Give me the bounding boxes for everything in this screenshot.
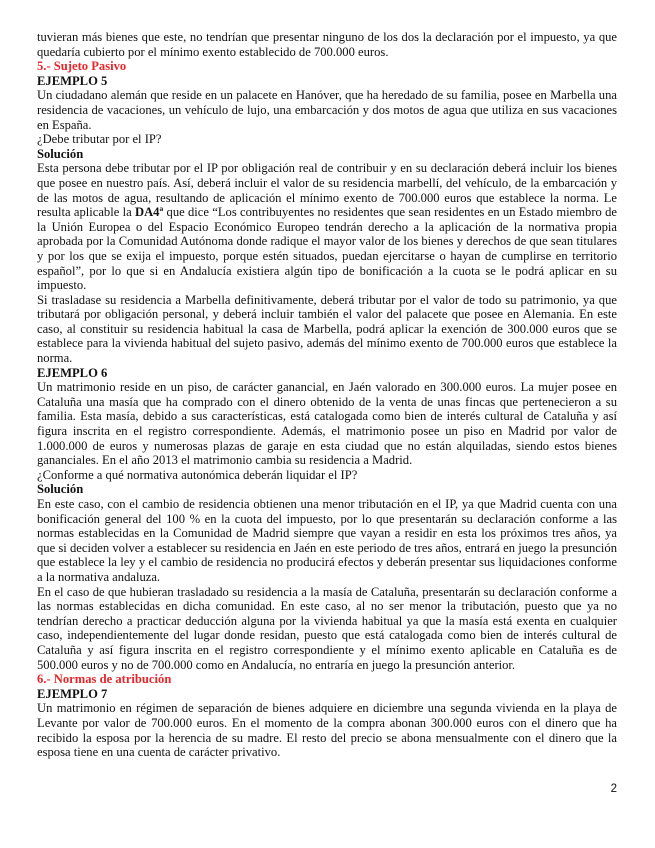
section-heading-normas-de-atribucion: 6.- Normas de atribución (37, 672, 172, 687)
example-7-title: EJEMPLO 7 (37, 686, 108, 701)
example-7-statement: Un matrimonio en régimen de separación de bienes adquiere en diciembre una segunda vivienda en la playa de Levante por valor de 700.000 euros. En el momento de la compra abonan 300.000 euros con el dinero que ha recibido la esposa por la herencia de su madre. El resto del precio se abona mensualmente con el dinero que la esposa tiene en una cuenta de carácter privativo. (37, 701, 617, 760)
example-5-solution-text-b: que dice “Los contribuyentes no residentes que sean residentes en un Estado miembro de la Unión Europea o del Espacio Económico Europeo tendrán derecho a la aplicación de la normativa propia aprobada por la Comunidad Autónoma donde radique el mayor valor de los bienes y derechos de que sean titulares y por los que se exija el impuesto, porque estén situados, puedan ejercitarse o hayan de cumplirse en territorio español”, por lo que si en Andalucía existiera algún tipo de bonificación a la cuota se le podrá aplicar en su impuesto. (37, 205, 617, 293)
example-6-solution-paragraph-1: En este caso, con el cambio de residencia obtienen una menor tributación en el IP, ya que Madrid cuenta con una bonificación general del 100 % en la cuota del impuesto, por lo que presentarán su declaración conforme a las normas establecidas en la Comunidad de Madrid siempre que vayan a residir en esta los próximos tres años, ya que si deciden volver a establecer su residencia en Jaén en este periodo de tres años, entrará en juego la presunción que establece la ley y el cambio de residencia no producirá efectos y deberán presentar sus liquidaciones conforme a la normativa andaluza. (37, 497, 617, 584)
da4-reference: DA4ª (134, 205, 164, 220)
example-5-solution-text-a: Esta persona debe tributar por el IP por obligación real de contribuir y en su declaración deberá incluir los bienes que posee en nuestro país. Así, deberá incluir el valor de su residencia marbellí, del vehículo, de la embarcación y de las motos de agua, resultando de aplicación el mínimo exento de 700.000 euros que establece la norma. Le resulta aplicable la (37, 161, 617, 220)
example-6-statement: Un matrimonio reside en un piso, de carácter ganancial, en Jaén valorado en 300.000 euros. La mujer posee en Cataluña una masía que ha comprado con el dinero obtenido de la venta de unas fincas que pertenecieron a su familia. Esta masía, debido a sus características, está catalogada como bien de interés cultural de Cataluña y así figura inscrita en el registro correspondiente. Además, el matrimonio posee un piso en Madrid por valor de 1.000.000 de euros y numerosas plazas de garaje en esta ciudad que no están alquiladas, siendo estos bienes gananciales. En el año 2013 el matrimonio cambia su residencia a Madrid. (37, 380, 617, 468)
example-5-title: EJEMPLO 5 (37, 73, 108, 88)
paragraph-continuation: tuvieran más bienes que este, no tendrían que presentar ninguno de los dos la declaración por el impuesto, ya que quedaría cubierto por el mínimo exento establecido de 700.000 euros. (37, 30, 617, 59)
example-6-title: EJEMPLO 6 (37, 365, 108, 380)
example-5-solution-paragraph-1 (37, 161, 617, 292)
example-5-statement: Un ciudadano alemán que reside en un palacete en Hanóver, que ha heredado de su familia, posee en Marbella una residencia de vacaciones, un vehículo de lujo, una embarcación y dos motos de agua que utiliza en sus vacaciones en España. (37, 88, 617, 132)
example-5-question: ¿Debe tributar por el IP? (37, 132, 162, 147)
example-6-solution-title: Solución (37, 482, 84, 497)
page-number: 2 (610, 783, 617, 795)
example-5-solution-paragraph-2: Si trasladase su residencia a Marbella definitivamente, deberá tributar por el valor de todo su patrimonio, ya que tributará por obligación personal, y deberá incluir también el valor del palacete que posee en Alemania. En este caso, al constituir su residencia habitual la casa de Marbella, podrá aplicar la exención de 300.000 euros que se establece para la vivienda habitual del sujeto pasivo, además del mínimo exento de 700.000 euros que establece la norma. (37, 292, 617, 366)
section-heading-sujeto-pasivo: 5.- Sujeto Pasivo (37, 59, 127, 74)
example-6-question: ¿Conforme a qué normativa autonómica deberán liquidar el IP? (37, 467, 358, 482)
example-5-solution-title: Solución (37, 146, 84, 161)
example-6-solution-paragraph-2: En el caso de que hubieran trasladado su residencia a la masía de Cataluña, presentarán su declaración conforme a las normas establecidas en dicha comunidad. En este caso, al no ser menor la tributación, puesto que ya no tendrían derecho a practicar deducción alguna por la vivienda habitual ya que la masía está exenta en cualquier caso, independientemente del lugar donde residan, puesto que está catalogada como bien de interés cultural de Cataluña y así figura inscrita en el registro correspondiente y el mínimo exento aplicable en Cataluña es de 500.000 euros y no de 700.000 como en Andalucía, no entraría en juego la presunción anterior. (37, 584, 617, 672)
document-page (37, 30, 617, 760)
